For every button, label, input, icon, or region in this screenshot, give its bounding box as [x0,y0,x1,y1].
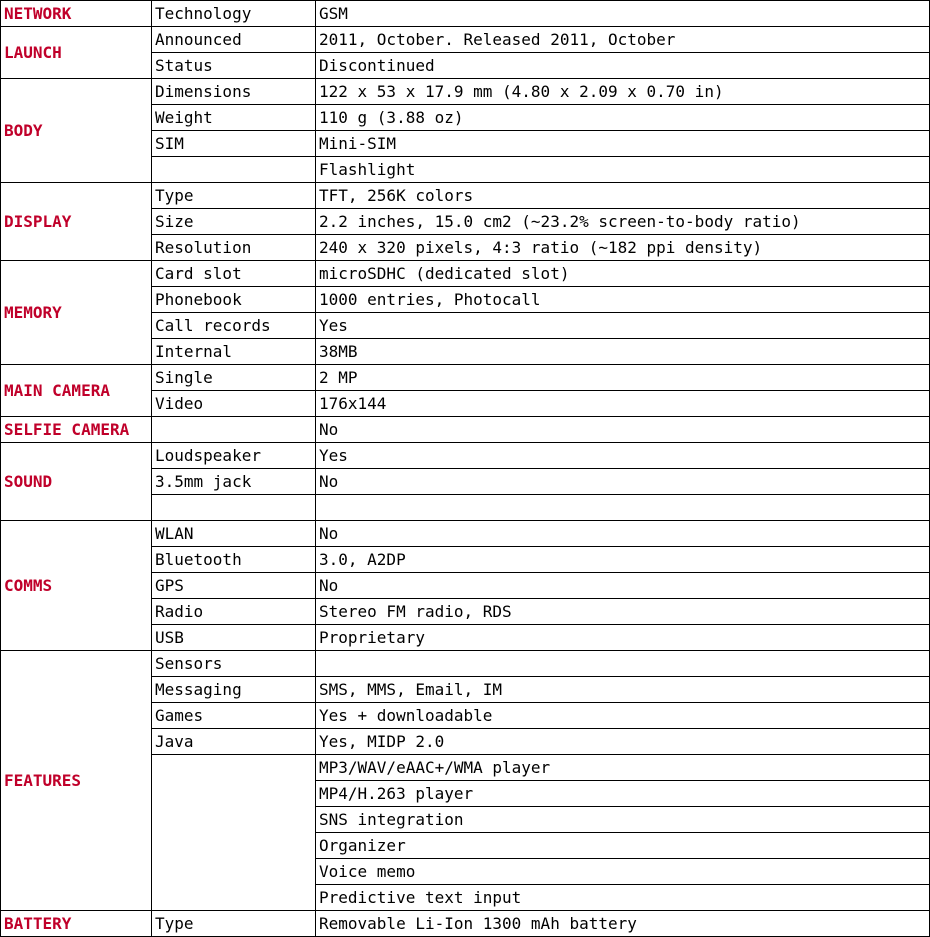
category-features: FEATURES [1,651,152,911]
spec-label: Card slot [152,261,316,287]
category-main-camera: MAIN CAMERA [1,365,152,417]
spec-value: Removable Li-Ion 1300 mAh battery [316,911,930,937]
spec-value: Proprietary [316,625,930,651]
spec-label: Loudspeaker [152,443,316,469]
spec-label: Java [152,729,316,755]
spec-value: 1000 entries, Photocall [316,287,930,313]
spec-value: No [316,417,930,443]
spec-row-launch [1,27,930,53]
spec-row-display [1,183,930,209]
spec-label: Technology [152,1,316,27]
spec-label [152,157,316,183]
spec-row-battery [1,911,930,937]
spec-value: MP3/WAV/eAAC+/WMA player [316,755,930,781]
spec-label: Video [152,391,316,417]
spec-value: Flashlight [316,157,930,183]
spec-value: 240 x 320 pixels, 4:3 ratio (~182 ppi density) [316,235,930,261]
spec-label: Sensors [152,651,316,677]
spec-value: Discontinued [316,53,930,79]
spec-value: microSDHC (dedicated slot) [316,261,930,287]
spec-row-selfie-camera [1,417,930,443]
spec-value: 3.0, A2DP [316,547,930,573]
spec-row-comms [1,521,930,547]
spec-value: TFT, 256K colors [316,183,930,209]
category-network: NETWORK [1,1,152,27]
spec-label: Type [152,911,316,937]
spec-label [152,755,316,911]
spec-label: Bluetooth [152,547,316,573]
spec-value: Stereo FM radio, RDS [316,599,930,625]
spec-value: 2011, October. Released 2011, October [316,27,930,53]
category-launch: LAUNCH [1,27,152,79]
spec-value: Mini-SIM [316,131,930,157]
spec-row-main-camera [1,365,930,391]
spec-value: SNS integration [316,807,930,833]
category-sound: SOUND [1,443,152,521]
spec-value: 110 g (3.88 oz) [316,105,930,131]
spec-value: No [316,521,930,547]
spec-value: 2.2 inches, 15.0 cm2 (~23.2% screen-to-body ratio) [316,209,930,235]
spec-value [316,495,930,521]
spec-label: 3.5mm jack [152,469,316,495]
spec-value [316,651,930,677]
spec-label: Games [152,703,316,729]
spec-value: Yes + downloadable [316,703,930,729]
spec-value: Voice memo [316,859,930,885]
spec-value: 176x144 [316,391,930,417]
spec-label: Single [152,365,316,391]
category-display: DISPLAY [1,183,152,261]
category-memory: MEMORY [1,261,152,365]
spec-label: Radio [152,599,316,625]
category-comms: COMMS [1,521,152,651]
spec-label: USB [152,625,316,651]
spec-value: GSM [316,1,930,27]
spec-label [152,417,316,443]
spec-row-network [1,1,930,27]
spec-value: 122 x 53 x 17.9 mm (4.80 x 2.09 x 0.70 in) [316,79,930,105]
spec-table-body [1,1,930,937]
spec-label: Messaging [152,677,316,703]
spec-label: Type [152,183,316,209]
spec-label: Status [152,53,316,79]
spec-label: SIM [152,131,316,157]
spec-row-body [1,79,930,105]
spec-value: Organizer [316,833,930,859]
spec-value: Yes, MIDP 2.0 [316,729,930,755]
spec-label: Size [152,209,316,235]
spec-value: 38MB [316,339,930,365]
spec-label: Announced [152,27,316,53]
spec-row-sound [1,443,930,469]
spec-label: Call records [152,313,316,339]
spec-value: Yes [316,443,930,469]
spec-value: SMS, MMS, Email, IM [316,677,930,703]
spec-value: No [316,573,930,599]
spec-value: MP4/H.263 player [316,781,930,807]
spec-label: Phonebook [152,287,316,313]
category-selfie-camera: SELFIE CAMERA [1,417,152,443]
spec-label: Resolution [152,235,316,261]
spec-value: Predictive text input [316,885,930,911]
category-body: BODY [1,79,152,183]
spec-value: 2 MP [316,365,930,391]
spec-label: GPS [152,573,316,599]
spec-label [152,495,316,521]
spec-value: No [316,469,930,495]
spec-row-memory [1,261,930,287]
spec-value: Yes [316,313,930,339]
spec-label: Internal [152,339,316,365]
spec-label: Weight [152,105,316,131]
spec-label: WLAN [152,521,316,547]
spec-label: Dimensions [152,79,316,105]
spec-row-features [1,651,930,677]
category-battery: BATTERY [1,911,152,937]
